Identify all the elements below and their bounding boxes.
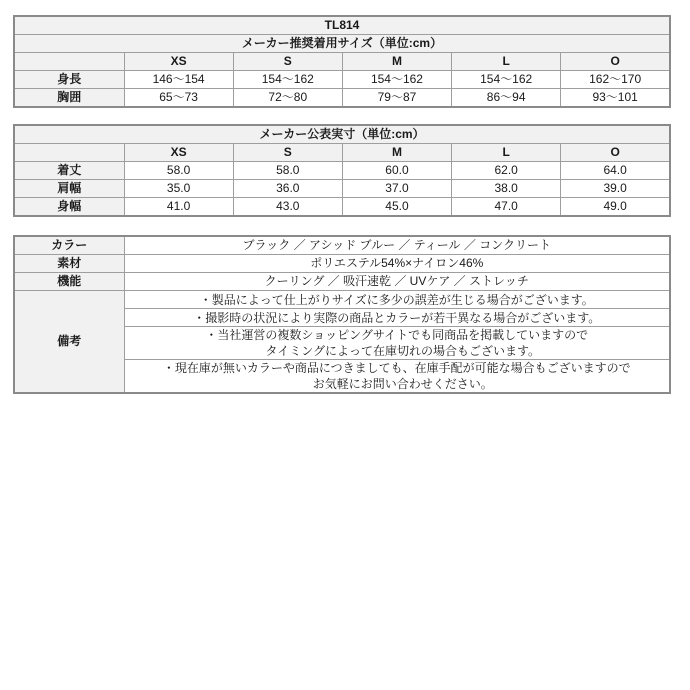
table-row-shoulder-width: [14, 180, 670, 198]
product-spec-sheet: [13, 15, 671, 394]
note-text: ・製品によって仕上がりサイズに多少の誤差が生じる場合がございます。: [199, 292, 594, 307]
color-options: ブラック ／ アシッド ブルー ／ ティール ／ コンクリート: [124, 236, 670, 255]
table-spacer: [13, 217, 671, 235]
cell-value: 47.0: [452, 198, 561, 217]
cell-value: 45.0: [342, 198, 451, 217]
cell-value: 49.0: [561, 198, 670, 217]
product-details-table: [13, 235, 671, 394]
cell-value: 86～94: [452, 89, 561, 108]
note-text: ・現在庫が無いカラーや商品につきましても、在庫手配が可能な場合もございますので: [162, 361, 631, 375]
note-text: ・当社運営の複数ショッピングサイトでも同商品を掲載していますので: [205, 328, 589, 342]
row-label-color: カラー: [14, 236, 124, 255]
size-col-xs: XS: [124, 53, 233, 71]
cell-value: 162～170: [561, 71, 670, 89]
cell-value: 41.0: [124, 198, 233, 217]
table-row-body-length: [14, 162, 670, 180]
model-number: TL814: [14, 16, 670, 35]
table-row-function: [14, 273, 670, 291]
cell-value: 93～101: [561, 89, 670, 108]
recommended-size-table: [13, 15, 671, 108]
cell-value: 146～154: [124, 71, 233, 89]
cell-value: 58.0: [124, 162, 233, 180]
measured-size-table: [13, 124, 671, 217]
row-label-height: 身長: [14, 71, 124, 89]
row-label-shoulder-width: 肩幅: [14, 180, 124, 198]
size-col-xs: XS: [124, 144, 233, 162]
size-col-m: M: [342, 53, 451, 71]
cell-value: 36.0: [233, 180, 342, 198]
table-spacer: [13, 108, 671, 124]
cell-value: 62.0: [452, 162, 561, 180]
size-col-s: S: [233, 53, 342, 71]
size-col-o: O: [561, 144, 670, 162]
cell-value: 37.0: [342, 180, 451, 198]
note-item: [124, 327, 670, 360]
cell-value: 58.0: [233, 162, 342, 180]
cell-value: 39.0: [561, 180, 670, 198]
note-text-continuation: お気軽にお問い合わせください。: [312, 377, 493, 391]
table-row-height: [14, 71, 670, 89]
row-label-body-length: 着丈: [14, 162, 124, 180]
size-col-o: O: [561, 53, 670, 71]
cell-value: 154～162: [233, 71, 342, 89]
cell-value: 38.0: [452, 180, 561, 198]
cell-value: 43.0: [233, 198, 342, 217]
cell-value: 60.0: [342, 162, 451, 180]
table-row-color: [14, 236, 670, 255]
table-row-material: [14, 255, 670, 273]
note-item: [124, 309, 670, 327]
table-row-body-width: [14, 198, 670, 217]
row-label-notes: 備考: [14, 291, 124, 394]
row-label-material: 素材: [14, 255, 124, 273]
note-text: ・撮影時の状況により実際の商品とカラーが若干異なる場合がございます。: [193, 310, 601, 325]
size-header-row: [14, 53, 670, 71]
row-label-function: 機能: [14, 273, 124, 291]
note-item: [124, 291, 670, 309]
measured-size-subtitle: メーカー公表実寸（単位:cm）: [14, 125, 670, 144]
size-col-l: L: [452, 53, 561, 71]
model-number-row: [14, 16, 670, 35]
recommended-size-subtitle: メーカー推奨着用サイズ（単位:cm）: [14, 35, 670, 53]
size-header-row: [14, 144, 670, 162]
size-col-l: L: [452, 144, 561, 162]
size-col-m: M: [342, 144, 451, 162]
corner-cell: [14, 144, 124, 162]
note-item: [124, 360, 670, 394]
material-value: ポリエステル54%×ナイロン46%: [124, 255, 670, 273]
cell-value: 154～162: [452, 71, 561, 89]
table-row-chest: [14, 89, 670, 108]
row-label-body-width: 身幅: [14, 198, 124, 217]
table-row-note-1: [14, 291, 670, 309]
table-subtitle-row: [14, 35, 670, 53]
function-value: クーリング ／ 吸汗速乾 ／ UVケア ／ ストレッチ: [124, 273, 670, 291]
table-subtitle-row: [14, 125, 670, 144]
cell-value: 65～73: [124, 89, 233, 108]
cell-value: 154～162: [342, 71, 451, 89]
cell-value: 64.0: [561, 162, 670, 180]
row-label-chest: 胸囲: [14, 89, 124, 108]
cell-value: 72～80: [233, 89, 342, 108]
size-col-s: S: [233, 144, 342, 162]
cell-value: 79～87: [342, 89, 451, 108]
cell-value: 35.0: [124, 180, 233, 198]
note-text-continuation: タイミングによって在庫切れの場合もございます。: [265, 344, 541, 358]
corner-cell: [14, 53, 124, 71]
